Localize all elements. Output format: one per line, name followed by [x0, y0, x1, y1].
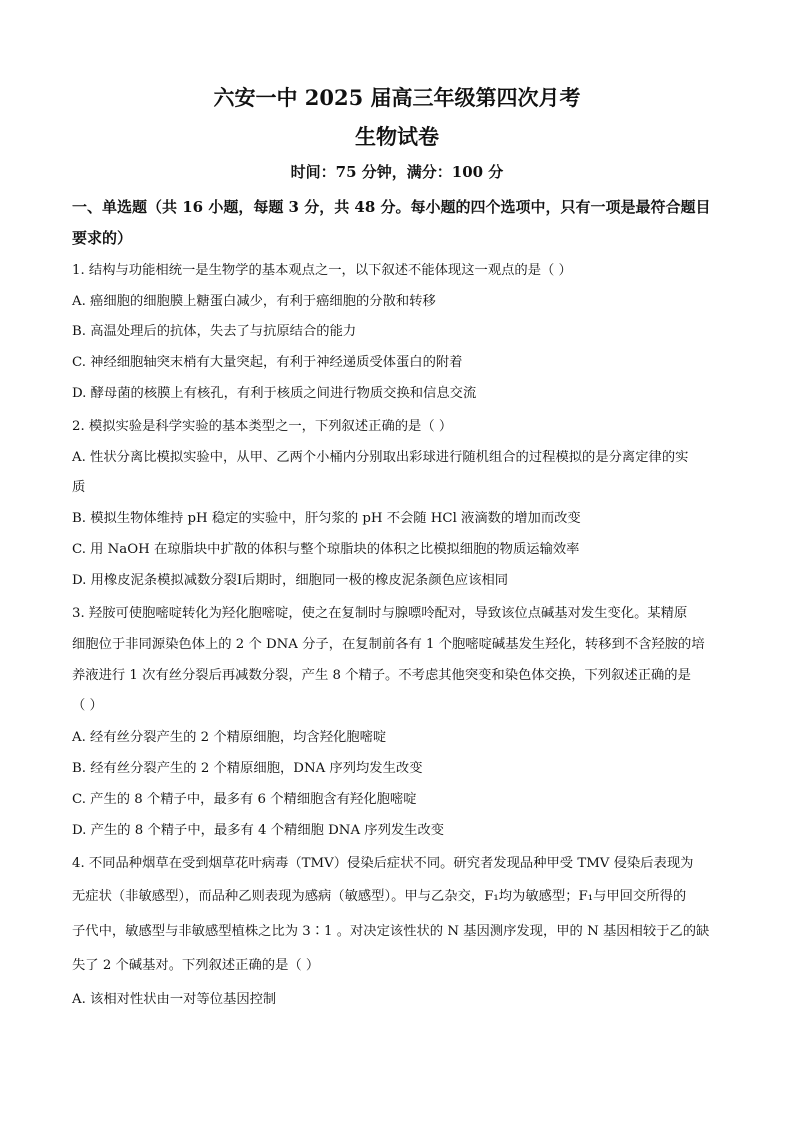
- question-1-option-b: B. 高温处理后的抗体，失去了与抗原结合的能力: [72, 324, 357, 339]
- question-4-stem-line2: 无症状（非敏感型），而品种乙则表现为感病（敏感型）。甲与乙杂交，F₁均为敏感型；F₁与甲回交所得的: [72, 889, 687, 904]
- question-2-option-c: C. 用 NaOH 在琼脂块中扩散的体积与整个琼脂块的体积之比模拟细胞的物质运输效率: [72, 542, 580, 557]
- question-1-option-d: D. 酵母菌的核膜上有核孔，有利于核质之间进行物质交换和信息交流: [72, 386, 477, 401]
- question-4-stem-line1: 4. 不同品种烟草在受到烟草花叶病毒（TMV）侵染后症状不同。研究者发现品种甲受 TMV 侵染后表现为: [72, 856, 694, 871]
- exam-subject: 生物试卷: [355, 124, 439, 149]
- question-3-stem-line3: 养液进行 1 次有丝分裂后再减数分裂，产生 8 个精子。不考虑其他突变和染色体交换，下列叙述正确的是: [72, 668, 691, 683]
- question-4-stem-line3: 子代中，敏感型与非敏感型植株之比为 3∶1 。对决定该性状的 N 基因测序发现，甲的 N 基因相较于乙的缺: [72, 924, 710, 939]
- question-3-option-a: A. 经有丝分裂产生的 2 个精原细胞，均含羟化胞嘧啶: [72, 730, 387, 745]
- question-2-option-a-line1: A. 性状分离比模拟实验中，从甲、乙两个小桶内分别取出彩球进行随机组合的过程模拟的是分离定律的实: [72, 450, 689, 465]
- question-1-option-a: A. 癌细胞的细胞膜上糖蛋白减少，有利于癌细胞的分散和转移: [72, 294, 436, 309]
- question-2-option-a-line2: 质: [72, 480, 86, 495]
- question-4-stem-line4: 失了 2 个碱基对。下列叙述正确的是（ ）: [72, 958, 320, 973]
- section-heading: 一、单选题（共 16 小题，每题 3 分，共 48 分。每小题的四个选项中，只有一项是最符合题目要求的）: [72, 198, 711, 247]
- question-3-stem-line2: 细胞位于非同源染色体上的 2 个 DNA 分子，在复制前各有 1 个胞嘧啶碱基发生羟化，转移到不含羟胺的培: [72, 637, 705, 652]
- question-3-stem-line4: （ ）: [72, 698, 103, 713]
- question-3-option-c: C. 产生的 8 个精子中，最多有 6 个精细胞含有羟化胞嘧啶: [72, 792, 417, 807]
- question-2-option-d: D. 用橡皮泥条模拟减数分裂Ⅰ后期时，细胞同一极的橡皮泥条颜色应该相同: [72, 573, 509, 588]
- question-3-stem-line1: 3. 羟胺可使胞嘧啶转化为羟化胞嘧啶，使之在复制时与腺嘌呤配对，导致该位点碱基对发生变化。某精原: [72, 606, 688, 621]
- exam-time-score: 时间：75 分钟，满分：100 分: [290, 163, 504, 181]
- question-4-option-a: A. 该相对性状由一对等位基因控制: [72, 992, 277, 1007]
- question-3-option-b: B. 经有丝分裂产生的 2 个精原细胞，DNA 序列均发生改变: [72, 761, 423, 776]
- question-3-option-d: D. 产生的 8 个精子中，最多有 4 个精细胞 DNA 序列发生改变: [72, 823, 445, 838]
- exam-title: 六安一中 2025 届高三年级第四次月考: [213, 85, 581, 110]
- question-2-option-b: B. 模拟生物体维持 pH 稳定的实验中，肝匀浆的 pH 不会随 HCl 液滴数的增加而改变: [72, 511, 581, 526]
- question-1-option-c: C. 神经细胞轴突末梢有大量突起，有利于神经递质受体蛋白的附着: [72, 355, 463, 370]
- question-2-stem: 2. 模拟实验是科学实验的基本类型之一，下列叙述正确的是（ ）: [72, 419, 453, 434]
- question-1-stem: 1. 结构与功能相统一是生物学的基本观点之一，以下叙述不能体现这一观点的是（ ）: [72, 263, 572, 278]
